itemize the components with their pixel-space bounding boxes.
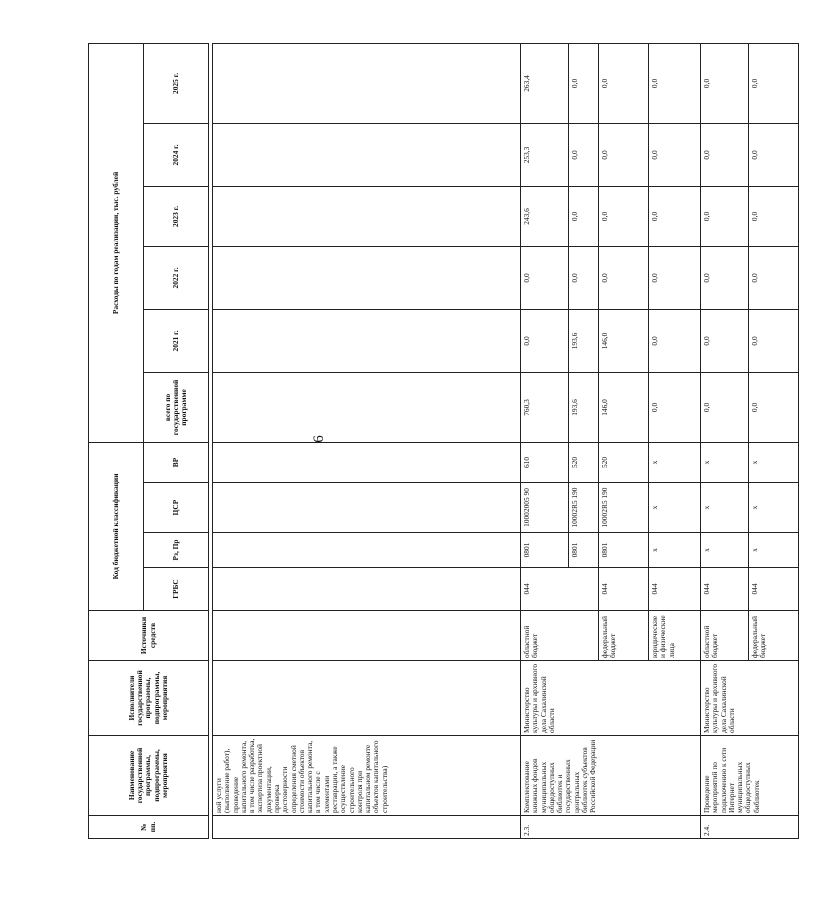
cell-executor: Министерство культуры и архивного дела Сахалинской области [701,661,799,736]
header-2024: 2024 г. [144,123,209,186]
table-row [701,43,749,838]
cell-rzpr: 0801 [521,533,569,568]
cell-2023: 0,0 [649,186,701,246]
cell-empty [213,186,521,246]
cell-2025: 0,0 [599,43,649,123]
cell-executor [213,661,521,736]
cell-2024: 0,0 [569,123,599,186]
cell-2025: 0,0 [569,43,599,123]
cell-2021: 0,0 [521,309,569,372]
cell-rzpr: 0801 [599,533,649,568]
cell-rzpr: x [749,533,799,568]
cell-name: Проведение мероприятий по подключению к сети Интернет муниципальных общедоступных библиотек [701,736,799,816]
cell-2023: 0,0 [569,186,599,246]
header-budget-code: Код бюджетной классификации [89,442,144,610]
cell-total: 193,6 [569,372,599,442]
cell-2023: 0,0 [749,186,799,246]
cell-2021: 0,0 [649,309,701,372]
cell-2024: 0,0 [649,123,701,186]
cell-source: областной бюджет [521,611,599,661]
cell-2021: 193,6 [569,309,599,372]
cell-vr: 610 [521,442,569,482]
budget-table [88,43,799,839]
cell-2021: 0,0 [749,309,799,372]
cell-2022: 0,0 [701,246,749,309]
cell-source [213,611,521,661]
cell-vr: 520 [599,442,649,482]
cell-empty [213,43,521,123]
cell-rzpr: x [649,533,701,568]
cell-rzpr: 0801 [569,533,599,568]
cell-vr: 520 [569,442,599,482]
cell-source: юридические и физические лица [649,611,701,661]
cell-total: 760,3 [521,372,569,442]
cell-2024: 0,0 [749,123,799,186]
cell-name: ной услуги (выполнение работ), проведение капитального ремонта, в том числе разработка, экспертиза проектной документации, проверка достоверности определения сметной стоимости объектов капитального ремонта, в том числе с элементами реставрации, а также осуществление строительного контроля при капитальном ремонте объектов капитального строительства) [213,736,521,816]
header-2022: 2022 г. [144,246,209,309]
cell-2024: 0,0 [599,123,649,186]
cell-2024: 0,0 [701,123,749,186]
cell-2025: 263,4 [521,43,569,123]
cell-no: 2.4. [701,816,799,839]
cell-grbs: 044 [649,568,701,611]
cell-empty [213,483,521,533]
cell-total: 146,0 [599,372,649,442]
cell-empty [213,568,521,611]
cell-vr: x [649,442,701,482]
cell-2025: 0,0 [701,43,749,123]
cell-total: 0,0 [649,372,701,442]
header-total: всего по государственной программе [144,372,209,442]
cell-2025: 0,0 [749,43,799,123]
cell-empty [213,372,521,442]
cell-executor: Министерство культуры и архивного дела Сахалинской области [521,661,701,736]
cell-csr: 10002005 90 [521,483,569,533]
cell-empty [213,533,521,568]
cell-empty [213,246,521,309]
header-2023: 2023 г. [144,186,209,246]
header-source: Источники средств [89,611,209,661]
cell-vr: x [701,442,749,482]
header-csr: ЦСР [144,483,209,533]
cell-2021: 146,0 [599,309,649,372]
cell-total: 0,0 [701,372,749,442]
cell-total: 0,0 [749,372,799,442]
cell-vr: x [749,442,799,482]
cell-csr: x [749,483,799,533]
cell-no [213,816,521,839]
cell-2022: 0,0 [649,246,701,309]
cell-2022: 0,0 [749,246,799,309]
cell-2025: 0,0 [649,43,701,123]
cell-no: 2.3. [521,816,701,839]
cell-grbs: 044 [521,568,599,611]
cell-empty [213,442,521,482]
header-executor: Исполнители государственной программы, подпрограммы, мероприятия [89,661,209,736]
header-2021: 2021 г. [144,309,209,372]
header-vr: ВР [144,442,209,482]
cell-grbs: 044 [701,568,749,611]
page-number: 6 [311,435,327,443]
cell-csr: x [701,483,749,533]
header-no: № пп. [89,816,209,839]
cell-csr: x [649,483,701,533]
cell-empty [213,123,521,186]
header-grbs: ГРБС [144,568,209,611]
cell-2023: 243,6 [521,186,569,246]
cell-2022: 0,0 [569,246,599,309]
cell-2022: 0,0 [521,246,569,309]
cell-2024: 253,3 [521,123,569,186]
cell-csr: 10002R5 190 [599,483,649,533]
budget-table-sheet [88,44,832,839]
cell-name: Комплектование книжных фондов муниципальных общедоступных библиотек и государственных центральных библиотек субъектов Российской Федерации [521,736,701,816]
cell-grbs: 044 [599,568,649,611]
cell-2023: 0,0 [599,186,649,246]
cell-grbs: 044 [749,568,799,611]
cell-source: федеральный бюджет [749,611,799,661]
table-row [521,43,569,838]
cell-rzpr: x [701,533,749,568]
header-rzpr: Рз, Пр [144,533,209,568]
cell-2021: 0,0 [701,309,749,372]
header-name: Наименование государственной программы, подпрограммы, мероприятия [89,736,209,816]
cell-source: федеральный бюджет [599,611,649,661]
cell-2023: 0,0 [701,186,749,246]
cell-2022: 0,0 [599,246,649,309]
cell-csr: 10002R5 190 [569,483,599,533]
header-2025: 2025 г. [144,43,209,123]
cell-empty [213,309,521,372]
table-row [213,43,521,838]
header-expenses: Расходы по годам реализации, тыс. рублей [89,43,144,442]
cell-source: областной бюджет [701,611,749,661]
